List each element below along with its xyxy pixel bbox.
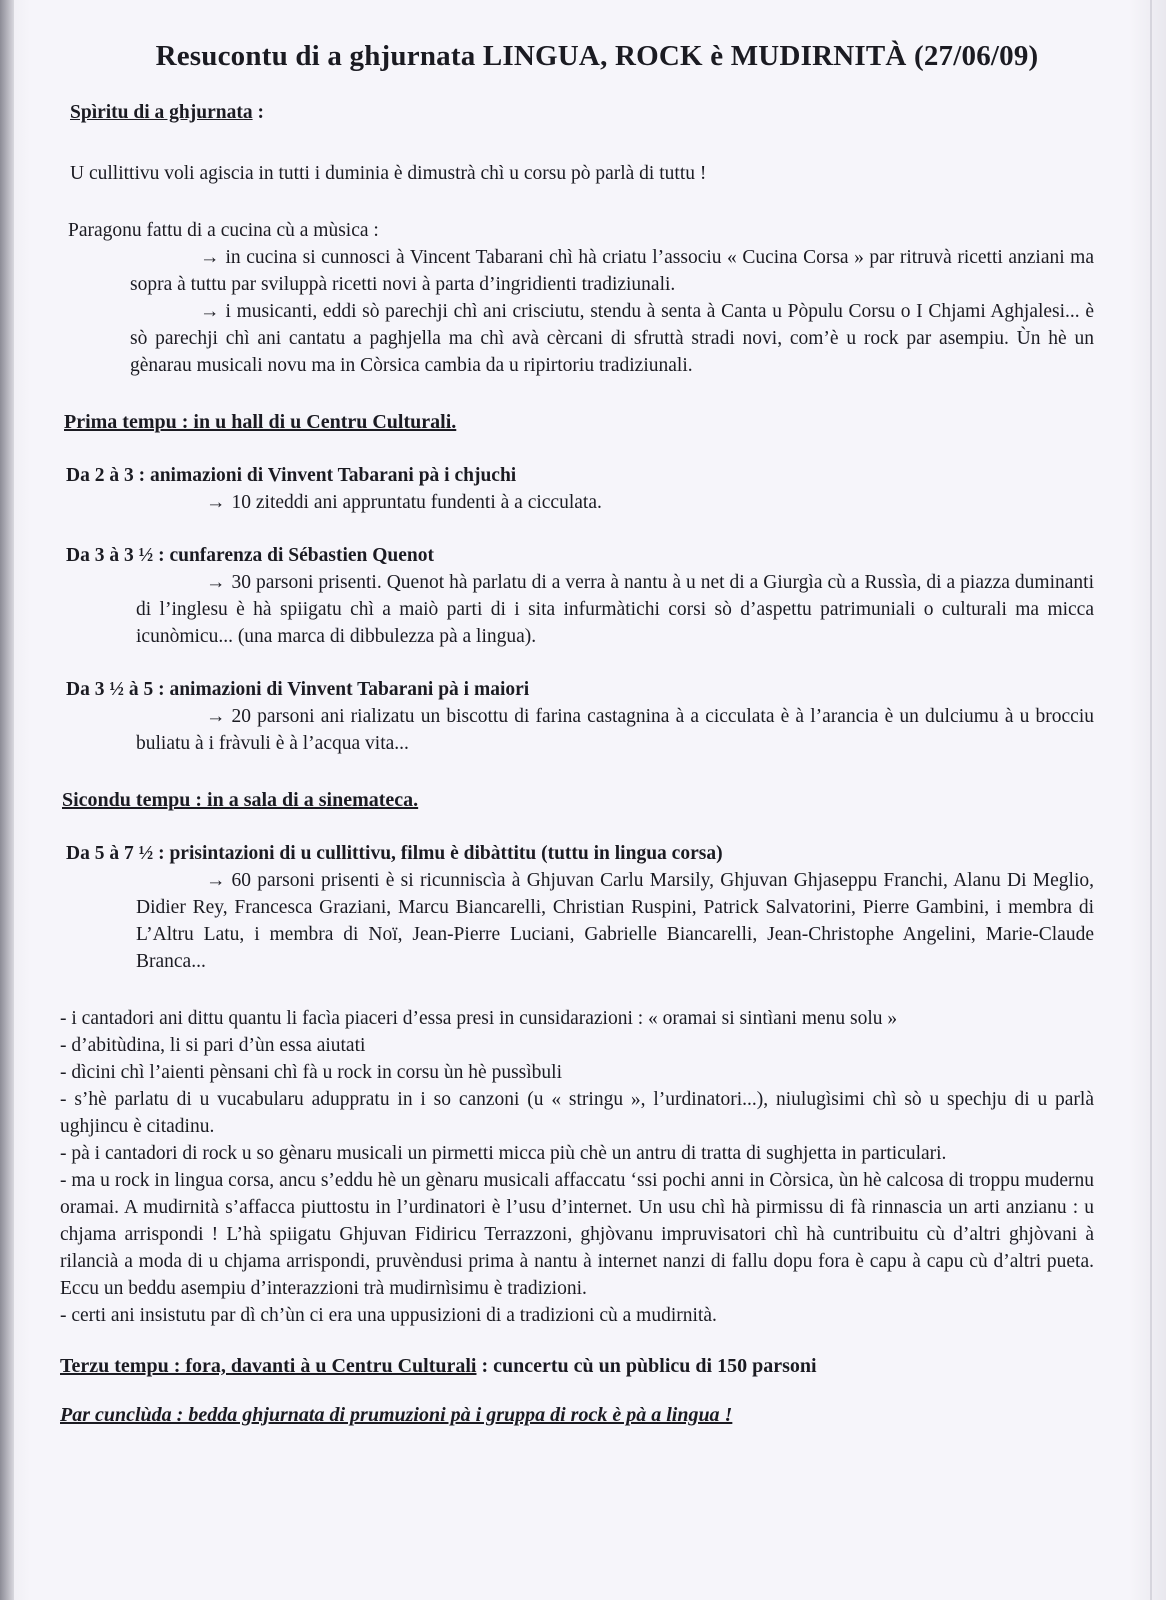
schedule-item-3-desc: 20 parsoni ani rializatu un biscottu di farina castagnina à a cicculata è à l’arancia è un dulciumu à u brocciu buliatu à i fràvuli è à l’acqua vita... (136, 706, 1094, 754)
scan-right-edge (1150, 0, 1152, 1600)
schedule-item-1 (66, 462, 1094, 516)
schedule-item-4-desc: 60 parsoni prisenti è si ricunniscìa à Ghjuvan Carlu Marsily, Ghjuvan Ghjaseppu Franchi, Alanu Di Meglio, Didier Rey, Francesca Graziani, Marcu Biancarelli, Christian Ruspini, Patrick Salvatorini, Pierre Gambini, i membra di L’Altru Latu, i membra di Noï, Jean-Pierre Luciani, Gabrielle Biancarelli, Jean-Christophe Angelini, Marie-Claude Branca... (136, 870, 1094, 972)
remark-item: - i cantadori ani dittu quantu li facìa piaceri d’essa presi in cunsidarazioni : « oramai si sintìani menu solu » (60, 1008, 898, 1029)
remark-item: - dìcini chì l’aienti pènsani chì fà u rock in corsu ùn hè pussìbuli (60, 1062, 563, 1083)
paragonu-point-2 (60, 298, 1094, 379)
spiritu-heading-sep: : (252, 102, 264, 123)
arrow-right-icon: → (200, 301, 220, 322)
terzu-line (60, 1353, 1094, 1380)
prima-heading-text: Prima tempu : in u hall di u Centru Culturali. (64, 411, 457, 433)
terzu-rest: : cuncertu cù un pùblicu di 150 parsoni (476, 1355, 817, 1377)
spiritu-text: U cullittivu voli agiscia in tutti i duminia è dimustrà chì u corsu pò parlà di tuttu ! (70, 163, 707, 184)
remark-item: - d’abitùdina, li si pari d’ùn essa aiutati (60, 1035, 366, 1056)
arrow-right-icon: → (206, 870, 226, 891)
arrow-right-icon: → (200, 247, 220, 268)
schedule-item-1-time: Da 2 à 3 : (66, 465, 146, 486)
spiritu-heading: Spìritu di a ghjurnata (70, 102, 253, 123)
remark-item: - ma u rock in lingua corsa, ancu s’eddu hè un gènaru musicali affaccatu ‘ssi pochi anni in Còrsica, ùn hè calcosa di troppu mudernu oramai. A mudirnità s’affacca piuttostu in l’urdinatori è l’usu d’internet. Un usu chì hà pirmissu di fà rinnascia un arti anzianu : u chjama arrispondi ! L’hà spiigatu Ghjuvan Fidiricu Terrazzoni, ghjòvanu impruvisatori chì hà cuntribuitu cù d’altri ghjòvani à rilancià a moda di u chjama arrispondi, pruvèndusi prima à nantu à internet nanzi di fallu dopu fora è capu à capu cù d’altri pueta. Eccu un beddu asempiu d’interazzioni trà mudirnìsimu è tradizioni. (60, 1170, 1094, 1299)
scan-left-edge (0, 0, 14, 1600)
schedule-item-3-label: animazioni di Vinvent Tabarani pà i maiori (164, 679, 530, 700)
schedule-item-3-title (66, 676, 1094, 703)
paragonu-point-1-text: in cucina si cunnosci à Vincent Tabarani chì hà criatu l’associu « Cucina Corsa » par ritruvà ricetti anziani ma sopra à tuttu par sviluppà ricetti novi à parta d’ingridienti tradiziunali. (130, 247, 1094, 295)
schedule-item-2-time: Da 3 à 3 ½ : (66, 545, 165, 566)
schedule-item-4-time: Da 5 à 7 ½ : (66, 843, 165, 864)
paragonu-intro: Paragonu fattu di a cucina cù a mùsica : (68, 220, 379, 241)
schedule-item-2-desc: 30 parsoni prisenti. Quenot hà parlatu di a verra à nantu à u net di a Giurgìa cù a Russìa, di a piazza duminanti di l’inglesu è hà spiigatu chì a maiò parti di i sita infurmàtichi corsi sò d’aspettu patrimuniali o culturali ma micca icunòmicu... (una marca di dibbulezza pà a lingua). (136, 572, 1094, 647)
schedule-item-4-title (66, 840, 1094, 867)
schedule-item-3 (66, 676, 1094, 757)
arrow-right-icon: → (206, 572, 226, 593)
remark-item: - s’hè parlatu di u vucabularu aduppratu in i so canzoni (u « stringu », l’urdinatori...), niulugìsimi chì sò u spechju di u parlà ughjincu è citadinu. (60, 1089, 1094, 1137)
remark-item: - pà i cantadori di rock u so gènaru musicali un pirmetti micca più chè un antru di tratta di sughjetta in particulari. (60, 1143, 947, 1164)
remark-item: - certi ani insistutu par dì ch’ùn ci era una uppusizioni di a tradizioni cù a mudirnità. (60, 1305, 717, 1326)
paragonu-point-2-text: i musicanti, eddi sò parechji chì ani crisciutu, stendu à senta à Canta u Pòpulu Corsu o I Chjami Aghjalesi... è sò parechji chì ani cantatu a paghjella ma chì avà cèrcani di sfruttà stradi novi, com’è u rock par asempiu. Ùn hè un gènarau musicali novu ma in Còrsica cambia da u ripirtoriu tradiziunali. (130, 301, 1094, 376)
schedule-item-1-text (66, 489, 1094, 516)
schedule-item-4-text (66, 867, 1094, 975)
sicondu-heading (62, 787, 1094, 814)
schedule-item-2-label: cunfarenza di Sébastien Quenot (164, 545, 434, 566)
schedule-item-1-desc: 10 ziteddi ani appruntatu fundenti à a cicculata. (231, 492, 602, 513)
schedule-item-2-title (66, 542, 1094, 569)
terzu-heading: Terzu tempu : fora, davanti à u Centru Culturali (60, 1355, 477, 1377)
schedule-item-4 (66, 840, 1094, 975)
paragonu-point-1 (60, 244, 1094, 298)
remarks-list (60, 1005, 1094, 1329)
schedule-item-3-time: Da 3 ½ à 5 : (66, 679, 165, 700)
sicondu-heading-text: Sicondu tempu : in a sala di a sinemateca. (62, 789, 419, 811)
schedule-item-1-title (66, 462, 1094, 489)
page-title: Resucontu di a ghjurnata LINGUA, ROCK è MUDIRNITÀ (27/06/09) (155, 40, 1039, 72)
schedule-item-4-label: prisintazioni di u cullittivu, filmu è dibàttitu (tuttu in lingua corsa) (164, 843, 723, 864)
arrow-right-icon: → (206, 706, 226, 727)
schedule-item-2-text (66, 569, 1094, 650)
schedule-item-1-label: animazioni di Vinvent Tabarani pà i chjuchi (145, 465, 517, 486)
conclusion: Par cunclùda : bedda ghjurnata di prumuzioni pà i gruppa di rock è pà a lingua ! (60, 1404, 733, 1426)
schedule-item-3-text (66, 703, 1094, 757)
arrow-right-icon: → (206, 492, 226, 513)
schedule-item-2 (66, 542, 1094, 650)
spiritu-heading-line (70, 99, 1094, 126)
prima-heading (64, 409, 1094, 436)
